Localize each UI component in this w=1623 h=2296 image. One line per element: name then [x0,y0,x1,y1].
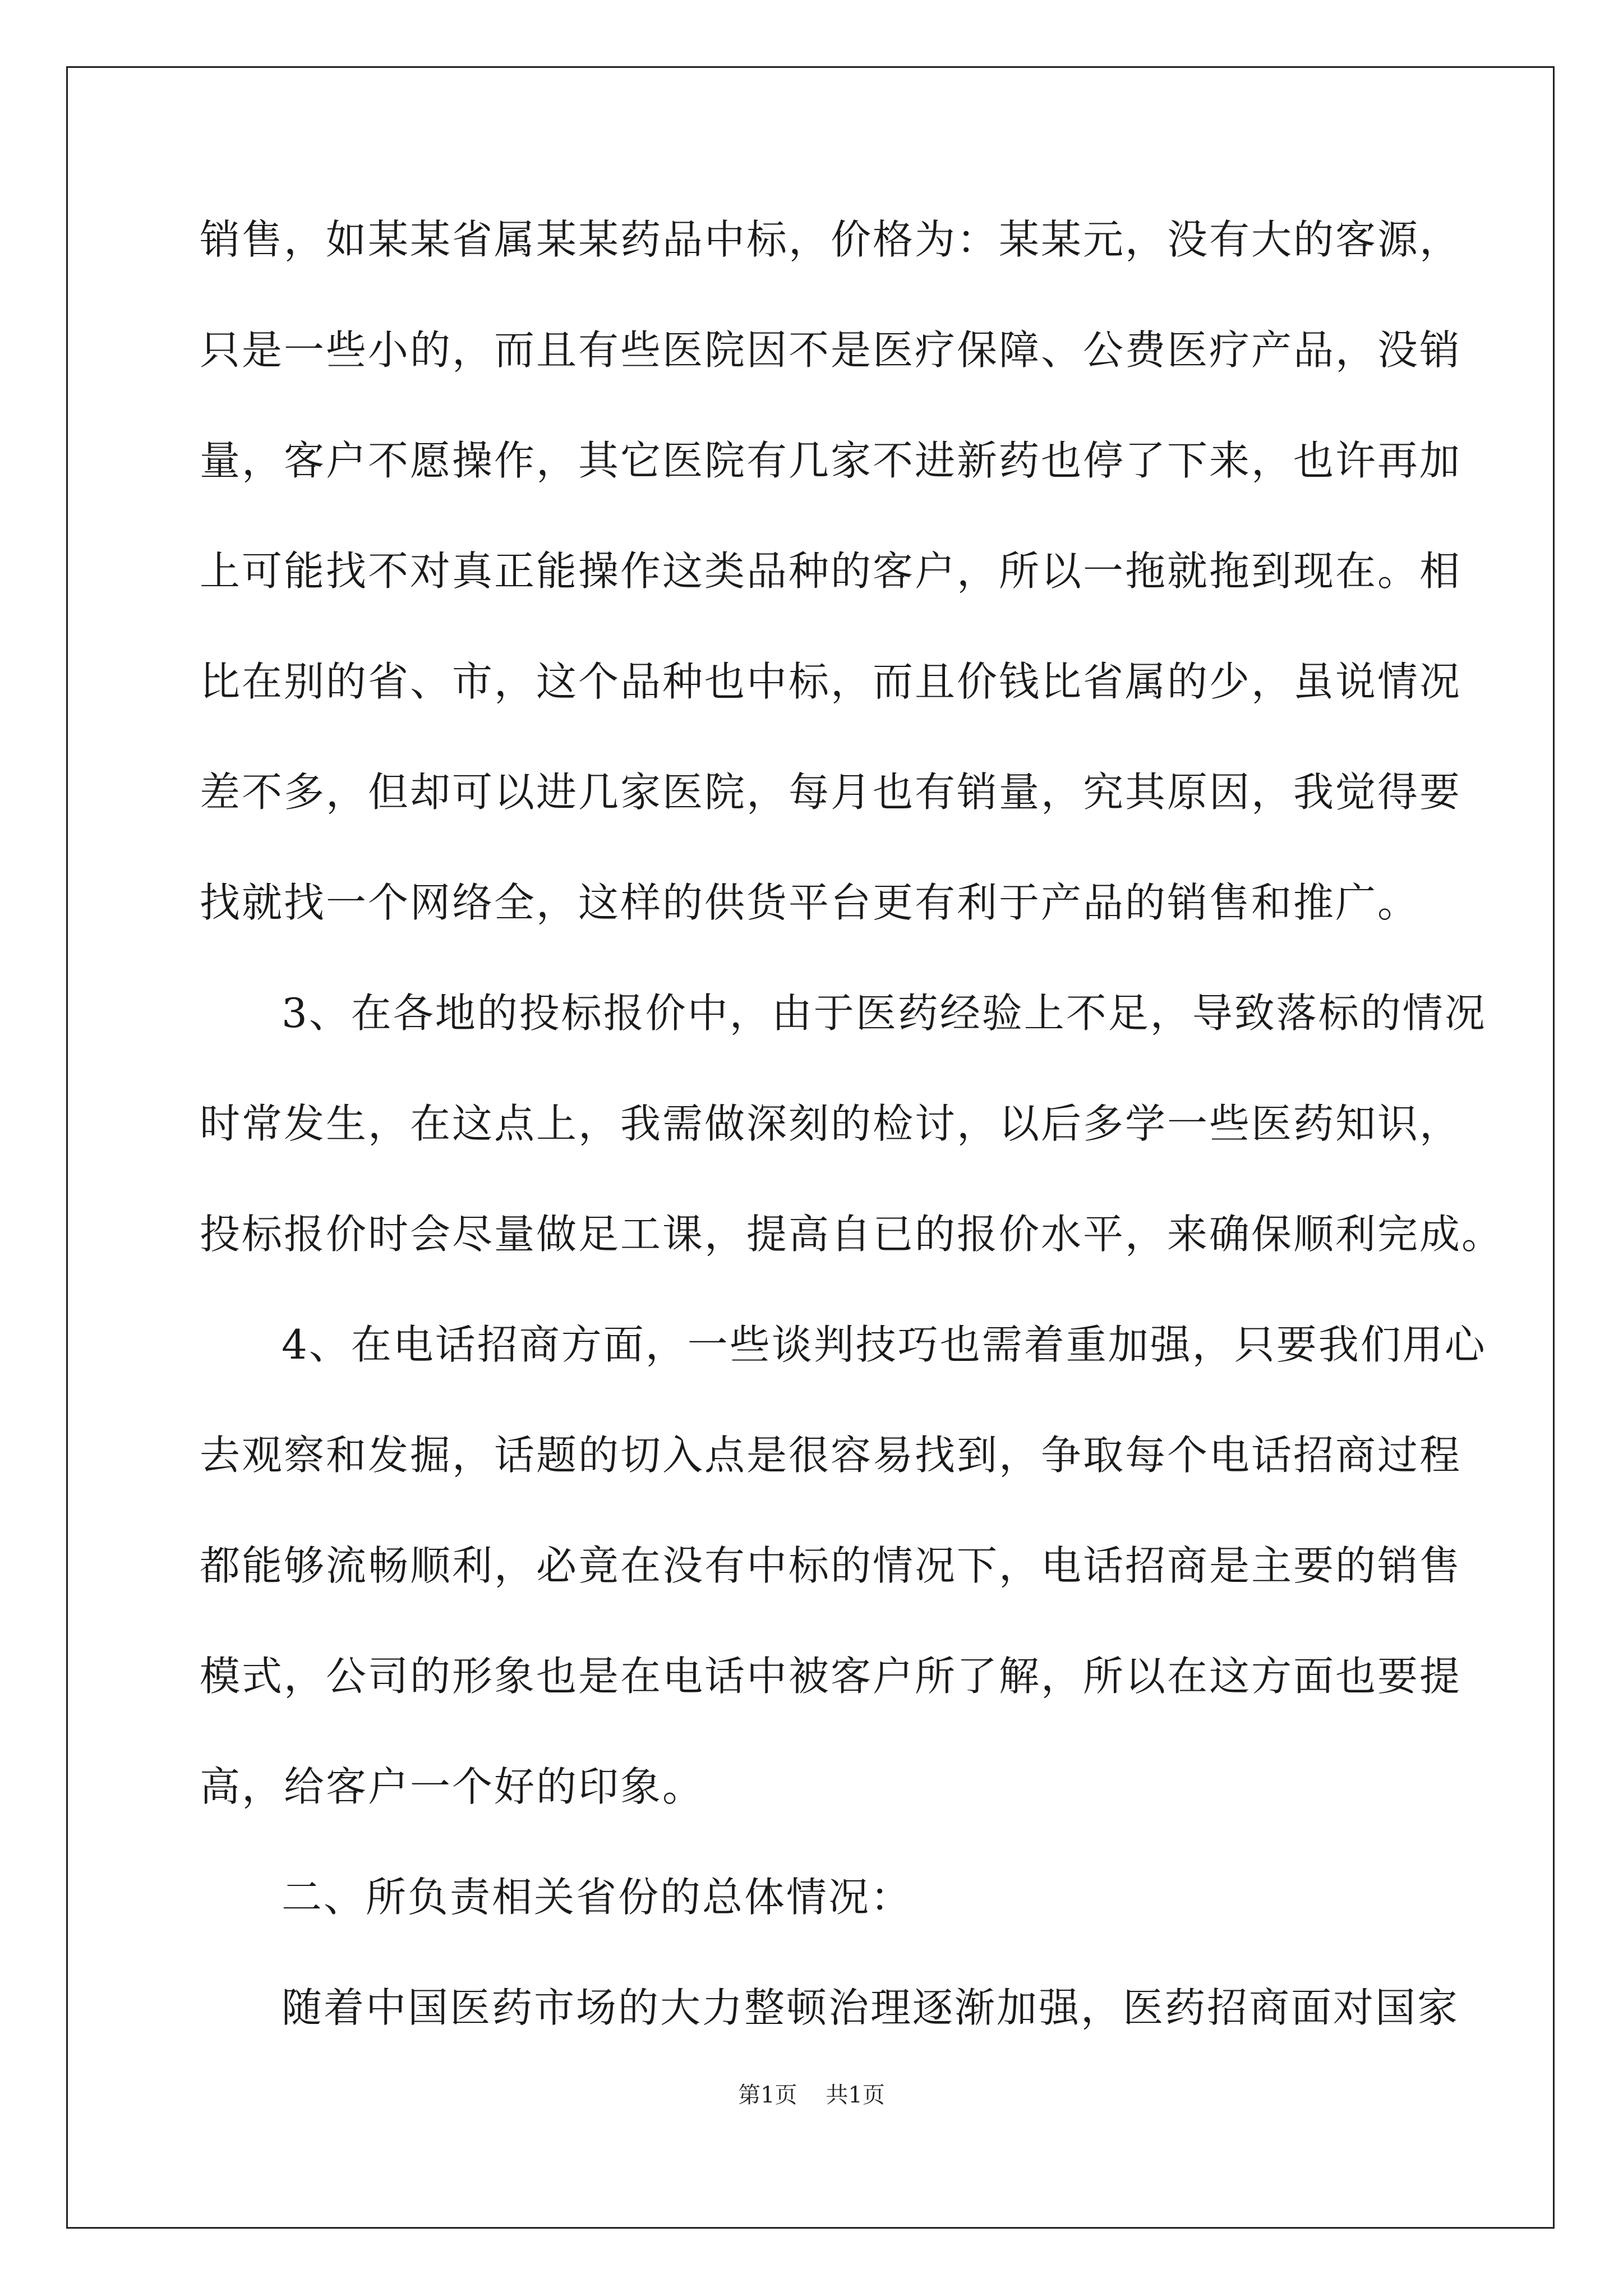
text-line: 模式，公司的形象也是在电话中被客户所了解，所以在这方面也要提 [200,1653,1462,1700]
text-line: 比在别的省、市，这个品种也中标，而且价钱比省属的少，虽说情况 [200,658,1462,705]
text-line: 投标报价时会尽量做足工课，提高自已的报价水平，来确保顺利完成。 [200,1211,1504,1258]
text-line: 上可能找不对真正能操作这类品种的客户，所以一拖就拖到现在。相 [200,547,1462,595]
section-heading: 二、所负责相关省份的总体情况： [282,1874,913,1921]
paragraph-3-start: 3、在各地的投标报价中，由于医药经验上不足，导致落标的情况 [282,990,1487,1037]
text-line: 去观察和发掘，话题的切入点是很容易找到，争取每个电话招商过程 [200,1432,1462,1479]
text-line: 找就找一个网络全，这样的供货平台更有利于产品的销售和推广。 [200,879,1420,926]
page-footer: 第1页 共1页 [738,2082,885,2108]
text-line: 只是一些小的，而且有些医院因不是医疗保障、公费医疗产品，没销 [200,326,1462,374]
text-line: 量，客户不愿操作，其它医院有几家不进新药也停了下来，也许再加 [200,437,1462,484]
document-body [200,211,1504,2090]
paragraph-4-start: 4、在电话招商方面，一些谈判技巧也需着重加强，只要我们用心 [282,1321,1487,1368]
text-line: 都能够流畅顺利，必竟在没有中标的情况下，电话招商是主要的销售 [200,1542,1462,1589]
text-line: 时常发生，在这点上，我需做深刻的检讨，以后多学一些医药知识， [200,1100,1462,1147]
paragraph-start: 随着中国医药市场的大力整顿治理逐渐加强，医药招商面对国家 [282,1984,1460,2031]
text-line: 高，给客户一个好的印象。 [200,1763,705,1810]
text-line: 差不多，但却可以进几家医院，每月也有销量，究其原因，我觉得要 [200,769,1462,816]
text-line: 销售，如某某省属某某药品中标，价格为：某某元，没有大的客源， [200,216,1462,263]
